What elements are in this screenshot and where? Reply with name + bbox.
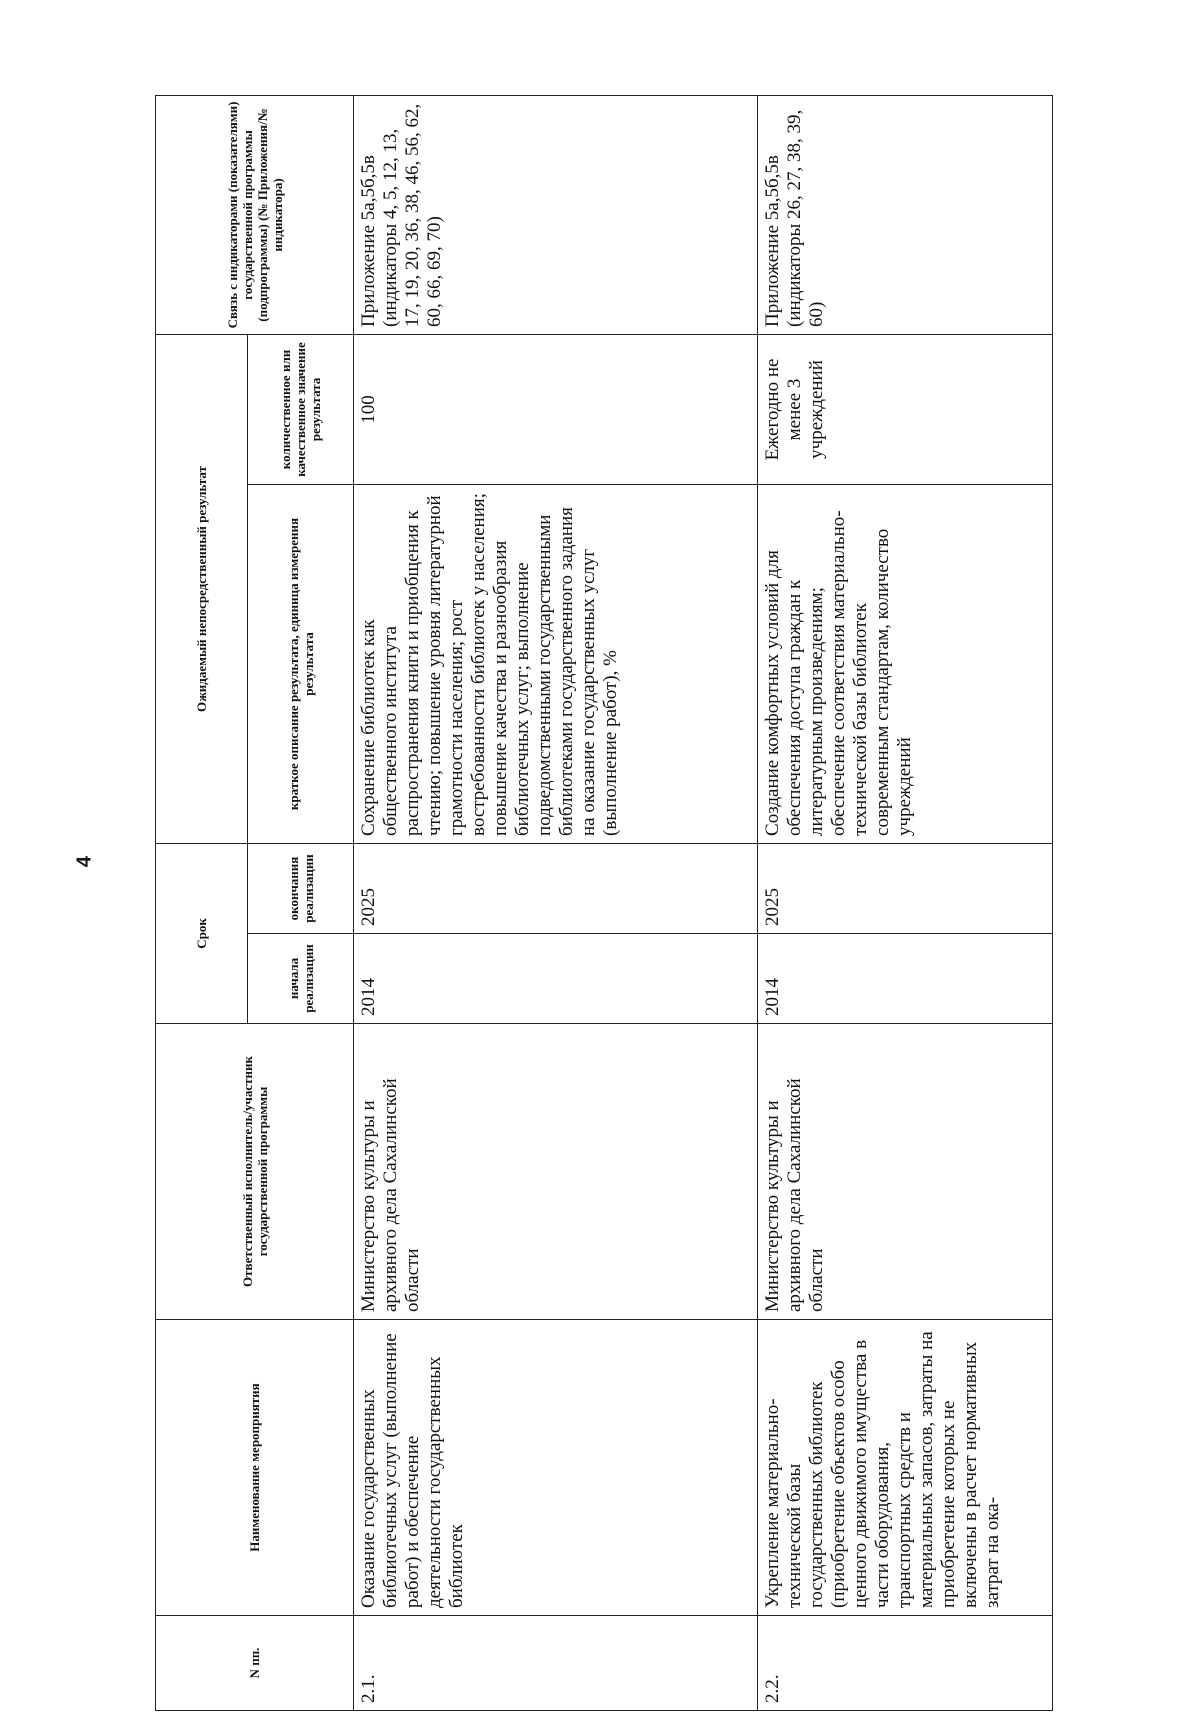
- row-num: 2.2.: [758, 1616, 1053, 1711]
- row-name: Оказание государственных библиотечных услуг (выполнение работ) и обеспечение деятельности государственных библиотек: [354, 1320, 758, 1616]
- row-name: Укрепление материально-технической базы государственных библиотек (приобретение объектов особо ценного движимого имущества в части оборудования, транспортных средств и материальных запасов, затраты на приобретение которых не включены в расчет нормативных затрат на ока-: [758, 1320, 1053, 1616]
- row-executor: Министерство культуры и архивного дела Сахалинской области: [354, 1024, 758, 1320]
- header-num: N пп.: [156, 1616, 354, 1711]
- header-result-desc: краткое описание результата, единица измерения результата: [248, 484, 354, 843]
- header-row-1: [156, 95, 248, 1710]
- header-result: Ожидаемый непосредственный результат: [156, 334, 248, 843]
- header-indicators: Связь с индикаторами (показателями) государственной программы (подпрограммы) (№ Приложения/№ индикатора): [156, 95, 354, 334]
- header-name: Наименование мероприятия: [156, 1320, 354, 1616]
- activities-table: [155, 95, 1053, 1711]
- row-num: 2.1.: [354, 1616, 758, 1711]
- header-term-start: начала реализации: [248, 934, 354, 1024]
- page-number: 4: [73, 855, 96, 868]
- header-term-end: окончания реализации: [248, 843, 354, 933]
- row-result-desc: Создание комфортных условий для обеспечения доступа граждан к литературным произведениям; обеспечение соответствия материально-технической базы библиотек современным стандартам, количество учреждений: [758, 484, 1053, 843]
- header-result-value: количественное или качественное значение результата: [248, 334, 354, 484]
- row-indicators: Приложение 5а,5б,5в (индикаторы 4, 5, 12, 13, 17, 19, 20, 36, 38, 46, 56, 62, 60, 66, 69, 70): [354, 95, 758, 334]
- header-term: Срок: [156, 843, 248, 1023]
- row-result-value: 100: [354, 334, 758, 484]
- table-row: [354, 95, 758, 1710]
- table-row: [758, 95, 1053, 1710]
- row-result-value: Ежегодно не менее 3 учреждений: [758, 334, 1053, 484]
- row-indicators: Приложение 5а,5б,5в (индикаторы 26, 27, 38, 39, 60): [758, 95, 1053, 334]
- row-end: 2025: [758, 843, 1053, 933]
- row-start: 2014: [354, 934, 758, 1024]
- row-executor: Министерство культуры и архивного дела Сахалинской области: [758, 1024, 1053, 1320]
- row-end: 2025: [354, 843, 758, 933]
- header-executor: Ответственный исполнитель/участник государственной программы: [156, 1024, 354, 1320]
- row-start: 2014: [758, 934, 1053, 1024]
- rotated-table-container: [155, 96, 1052, 1711]
- row-result-desc: Сохранение библиотек как общественного института распространения книги и приобщения к чтению; повышение уровня литературной грамотности населения; рост востребованности библиотек у населения; повышение качества и разнообразия библиотечных услуг; выполнение подведомственными государственными библиотеками государственного задания на оказание государственных услуг (выполнение работ), %: [354, 484, 758, 843]
